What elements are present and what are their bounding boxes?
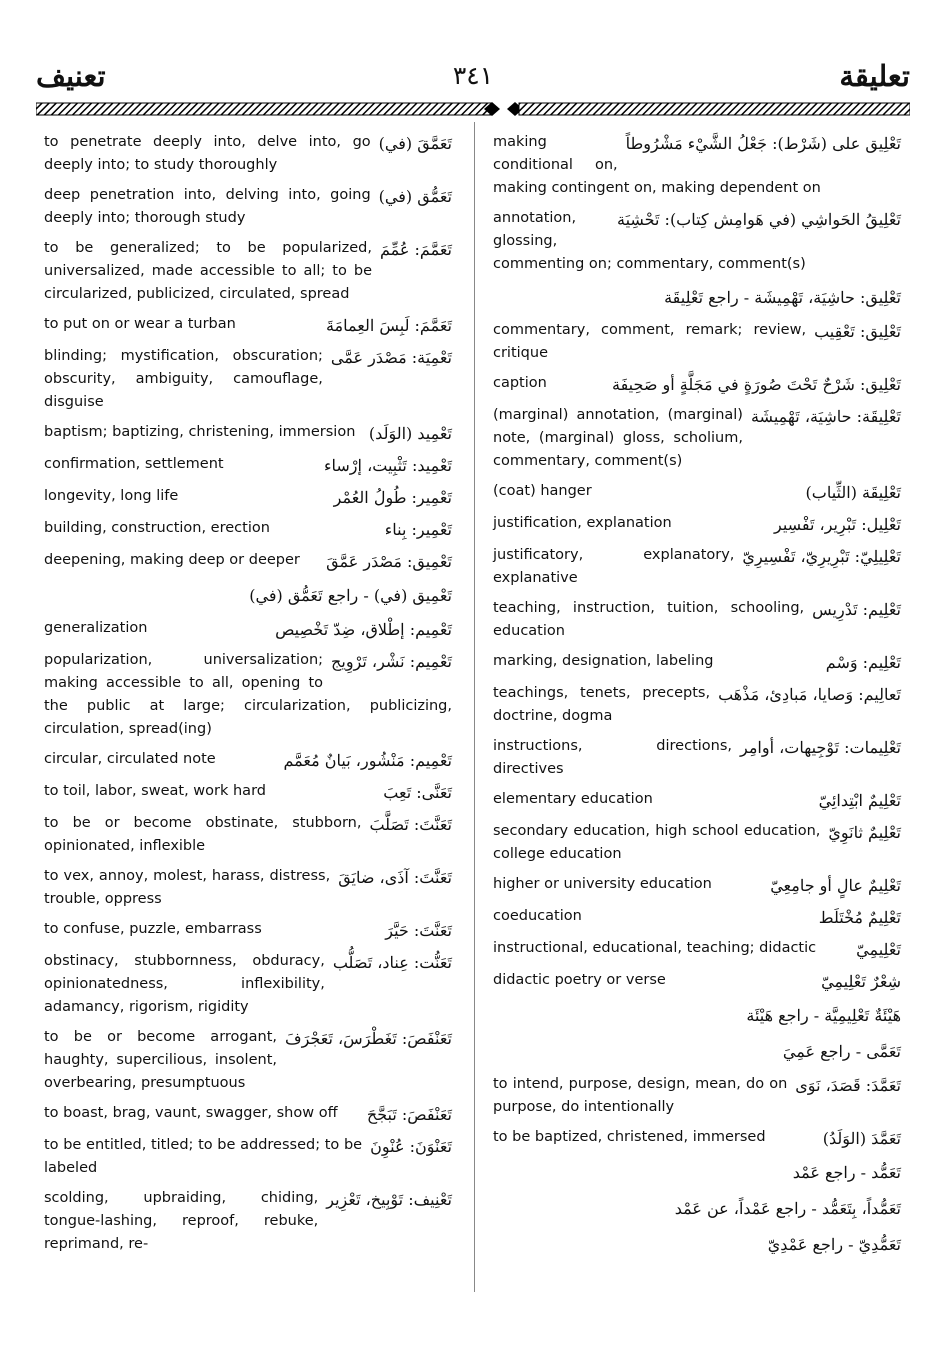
dictionary-entry bbox=[493, 480, 901, 505]
entry-definition-english: making conditional on, making contingent on, making dependent on bbox=[493, 134, 821, 196]
entry-definition-english: instructions, directions, directives bbox=[493, 738, 733, 777]
dictionary-entry bbox=[493, 905, 901, 930]
entry-definition-english: instructional, educational, teaching; didactic bbox=[493, 940, 817, 956]
entry-headword-arabic: تَعْلِيمات: تَوْجِيهات، أوامِر bbox=[740, 738, 901, 757]
dictionary-entry bbox=[44, 345, 452, 414]
entry-headword-arabic: تَعْمِيم: مَنْشُور، بَيانٌ مُعَمَّم bbox=[283, 751, 452, 770]
entry-headword-arabic: تَعَنَّى: تَعِبَ bbox=[383, 783, 452, 802]
entry-crossref-arabic: تَعَمُّداً، بِتَعَمُّد - راجع عَمْداً، عن عَمْد bbox=[674, 1199, 901, 1218]
entry-headword-arabic: تَعْنِيف: تَوْبِيخ، تَعْزِير bbox=[326, 1190, 452, 1209]
entry-definition-english: caption bbox=[493, 375, 547, 391]
dictionary-entry bbox=[44, 421, 452, 446]
entry-headword-arabic: تَعْلِيم: وَسْم bbox=[825, 653, 901, 672]
dictionary-entry bbox=[493, 319, 901, 365]
entry-definition-english: justificatory, explanatory, explanative bbox=[493, 547, 735, 586]
entry-headword-arabic: تَعْمِيد: تَثْبِيت، إرْساء bbox=[324, 456, 452, 475]
column-divider bbox=[474, 122, 475, 1292]
entry-headword-arabic: تَعْلِيمٌ ثانَوِيّ bbox=[828, 823, 901, 842]
dictionary-entry bbox=[44, 865, 452, 911]
entry-definition-english: to boast, brag, vaunt, swagger, show off bbox=[44, 1105, 338, 1121]
dictionary-entry bbox=[493, 820, 901, 866]
entry-definition-english: obstinacy, stubbornness, obduracy, opinionatedness, inflexibility, adamancy, rigorism, rigidity bbox=[44, 953, 325, 1015]
entry-headword-arabic: تَعْلِيمٌ عالٍ أو جامِعِيّ bbox=[770, 876, 901, 895]
dictionary-entry bbox=[44, 453, 452, 478]
dictionary-entry bbox=[493, 207, 901, 276]
dictionary-entry bbox=[44, 581, 452, 610]
dictionary-entry bbox=[44, 184, 452, 230]
dictionary-entry bbox=[44, 950, 452, 1019]
entry-definition-english: teachings, tenets, precepts, doctrine, dogma bbox=[493, 685, 711, 724]
entry-definition-english: to be baptized, christened, immersed bbox=[493, 1129, 766, 1145]
entry-headword-arabic: تَعْلِيق على (شَرْط): جَعْلُ الشَّيْء مَشْرُوطاً bbox=[625, 134, 901, 153]
dictionary-entry bbox=[493, 735, 901, 781]
entry-headword-arabic: تَعْلِيمٌ مُخْتَلَط bbox=[818, 908, 901, 927]
dictionary-entry bbox=[44, 1134, 452, 1180]
entry-headword-arabic: تَعَمَّقَ (في) bbox=[378, 134, 452, 153]
dictionary-entry bbox=[44, 812, 452, 858]
dictionary-entry bbox=[44, 485, 452, 510]
entry-definition-english: scolding, upbraiding, chiding, tongue-lashing, reproof, rebuke, reprimand, re- bbox=[44, 1190, 319, 1252]
dictionary-entry bbox=[493, 512, 901, 537]
entry-definition-english: to be generalized; to be popularized, universalized, made accessible to all; to be circularized, publicized, circulated, spread bbox=[44, 240, 372, 302]
entry-headword-arabic: تَعْلِيل: تَبْرِير، تَفْسِير bbox=[773, 515, 901, 534]
entry-headword-arabic: تَعْلِيم: تَدْرِيس bbox=[812, 600, 901, 619]
entry-crossref-arabic: تَعَمَّى - راجع عَمِيَ bbox=[782, 1042, 901, 1061]
entry-headword-arabic: تَعْمِيق: مَصْدَر عَمَّقَ bbox=[326, 552, 452, 571]
dictionary-entry bbox=[493, 650, 901, 675]
dictionary-entry bbox=[44, 649, 452, 741]
entry-definition-english: higher or university education bbox=[493, 876, 712, 892]
entry-definition-english: deep penetration into, delving into, going deeply into; thorough study bbox=[44, 187, 371, 226]
dictionary-entry bbox=[493, 969, 901, 994]
dictionary-entry bbox=[44, 549, 452, 574]
entry-headword-arabic: تَعْلِيلِيّ: تَبْرِيرِيّ، تَفْسِيرِيّ bbox=[742, 547, 901, 566]
entry-headword-arabic: تَعْمِير: طُولُ العُمْر bbox=[333, 488, 452, 507]
dictionary-entry bbox=[493, 283, 901, 312]
entry-definition-english: popularization, universalization; making accessible to all, opening to the public at large; circularization, publicizing, circulation, spread(ing) bbox=[44, 652, 452, 737]
entry-headword-arabic: تَعَنْفَصَ: تَبَجَّحَ bbox=[366, 1105, 452, 1124]
dictionary-entry bbox=[493, 131, 901, 200]
dictionary-entry bbox=[493, 788, 901, 813]
entry-definition-english: deepening, making deep or deeper bbox=[44, 552, 300, 568]
entry-headword-arabic: تَعَمَّدَ (الوَلَدُ) bbox=[822, 1129, 901, 1148]
entry-crossref-arabic: هَيْئَةٌ تَعْلِيمِيَّة - راجع هَيْئَة bbox=[746, 1006, 901, 1025]
dictionary-entry bbox=[44, 780, 452, 805]
left-column bbox=[44, 131, 452, 1263]
dictionary-entry bbox=[44, 918, 452, 943]
entry-headword-arabic: تَعْلِيق: تَعْقِيب bbox=[814, 322, 901, 341]
entry-headword-arabic: تَعَنَّتَ: حَيَّرَ bbox=[385, 921, 452, 940]
entry-definition-english: to toil, labor, sweat, work hard bbox=[44, 783, 266, 799]
dictionary-entry bbox=[493, 1073, 901, 1119]
entry-headword-arabic: تَعْلِيقَة: حاشِيَة، تَهْمِيشَة bbox=[750, 407, 901, 426]
entry-definition-english: to intend, purpose, design, mean, do on purpose, do intentionally bbox=[493, 1076, 788, 1115]
entry-headword-arabic: تَعَمُّق (في) bbox=[378, 187, 452, 206]
dictionary-entry bbox=[493, 1230, 901, 1259]
dictionary-entry bbox=[493, 1126, 901, 1151]
entry-headword-arabic: تَعْمِيَة: مَصْدَر عَمَّى bbox=[330, 348, 452, 367]
dictionary-entry bbox=[44, 313, 452, 338]
entry-headword-arabic: تَعْلِيقَة (الثِّياب) bbox=[805, 483, 901, 502]
entry-headword-arabic: تَعَنْفَصَ: تَغَطْرَسَ، تَعَجْرَفَ bbox=[285, 1029, 452, 1048]
entry-headword-arabic: تَعَنَّتَ: آذَى، ضايَقَ bbox=[338, 868, 452, 887]
entry-headword-arabic: تَعْمِير: بِناء bbox=[384, 520, 452, 539]
entry-definition-english: to put on or wear a turban bbox=[44, 316, 236, 332]
dictionary-entry bbox=[44, 1102, 452, 1127]
header-ornament-band-right bbox=[507, 101, 910, 117]
entry-crossref-arabic: تَعْمِيق (في) - راجع تَعَمُّق (في) bbox=[249, 586, 452, 605]
entry-headword-arabic: تَعْلِيمٌ ابْتِدائِيّ bbox=[818, 791, 901, 810]
entry-headword-arabic: تَعَمَّدَ: قَصَدَ، نَوَى bbox=[795, 1076, 901, 1095]
entry-headword-arabic: تَعَمَّمَ: عُمِّمَ bbox=[380, 240, 452, 259]
entry-headword-arabic: تَعْمِيد (الوَلَد) bbox=[368, 424, 452, 443]
dictionary-entry bbox=[493, 873, 901, 898]
entry-definition-english: marking, designation, labeling bbox=[493, 653, 714, 669]
entry-headword-arabic: تَعَنُّت: عِناد، تَصَلُّب bbox=[332, 953, 452, 972]
entry-crossref-arabic: تَعَمُّد - راجع عَمْد bbox=[792, 1163, 901, 1182]
dictionary-entry bbox=[44, 748, 452, 773]
page-number: ٣٤١ bbox=[452, 61, 494, 90]
header-guide-word-left: تعنيف bbox=[36, 59, 106, 93]
entry-definition-english: blinding; mystification, obscuration; obscurity, ambiguity, camouflage, disguise bbox=[44, 348, 323, 410]
entry-definition-english: to be or become arrogant, haughty, supercilious, insolent, overbearing, presumptuous bbox=[44, 1029, 277, 1091]
dictionary-entry bbox=[44, 617, 452, 642]
entry-headword-arabic: تَعْمِيم: نَشْر، تَرْوِيج bbox=[331, 652, 452, 671]
dictionary-entry bbox=[44, 1187, 452, 1256]
entry-definition-english: justification, explanation bbox=[493, 515, 672, 531]
dictionary-entry bbox=[493, 937, 901, 962]
entry-headword-arabic: شِعْرٌ تَعْلِيمِيّ bbox=[821, 972, 901, 991]
entry-headword-arabic: تَعْلِيمِيّ bbox=[856, 940, 901, 959]
dictionary-entry bbox=[493, 682, 901, 728]
entry-definition-english: generalization bbox=[44, 620, 148, 636]
entry-definition-english: building, construction, erection bbox=[44, 520, 270, 536]
entry-headword-arabic: تَعْمِيم: إطْلاق، ضِدّ تَخْصِيص bbox=[275, 620, 452, 639]
entry-headword-arabic: تَعَنْوَنَ: عُنْوِنَ bbox=[370, 1137, 452, 1156]
entry-definition-english: to confuse, puzzle, embarrass bbox=[44, 921, 262, 937]
dictionary-entry bbox=[493, 404, 901, 473]
entry-definition-english: teaching, instruction, tuition, schooling, education bbox=[493, 600, 805, 639]
entry-headword-arabic: تَعْلِيقُ الحَواشِي (في هَوامِش كِتاب): تَحْشِيَة bbox=[617, 210, 901, 229]
entry-definition-english: to penetrate deeply into, delve into, go deeply into; to study thoroughly bbox=[44, 134, 371, 173]
dictionary-entry bbox=[493, 597, 901, 643]
dictionary-entry bbox=[493, 1001, 901, 1030]
entry-crossref-arabic: تَعْلِيق: حاشِيَة، تَهْمِيشَة - راجع تَعْلِيقَة bbox=[664, 288, 901, 307]
dictionary-entry bbox=[44, 517, 452, 542]
dictionary-entry bbox=[493, 1158, 901, 1187]
entry-headword-arabic: تَعْلِيق: شَرْحٌ تَحْتَ صُورَةٍ في مَجَلَّةٍ أو صَحِيفَة bbox=[612, 375, 901, 394]
entry-definition-english: (coat) hanger bbox=[493, 483, 592, 499]
entry-definition-english: annotation, glossing, commenting on; commentary, comment(s) bbox=[493, 210, 806, 272]
entry-definition-english: coeducation bbox=[493, 908, 582, 924]
right-column bbox=[493, 131, 901, 1266]
dictionary-entry bbox=[44, 131, 452, 177]
dictionary-entry bbox=[493, 544, 901, 590]
dictionary-entry bbox=[493, 1194, 901, 1223]
header-guide-word-right: تعليقة bbox=[839, 59, 910, 93]
entry-definition-english: circular, circulated note bbox=[44, 751, 216, 767]
dictionary-entry bbox=[493, 372, 901, 397]
entry-definition-english: didactic poetry or verse bbox=[493, 972, 666, 988]
entry-definition-english: to vex, annoy, molest, harass, distress, trouble, oppress bbox=[44, 868, 331, 907]
entry-headword-arabic: تَعالِيم: وَصايا، مَبادِئ، مَذْهَب bbox=[718, 685, 901, 704]
entry-crossref-arabic: تَعَمُّدِيّ - راجع عَمْدِيّ bbox=[767, 1235, 901, 1254]
entry-headword-arabic: تَعَنَّتَ: تَصَلَّبَ bbox=[369, 815, 452, 834]
entry-definition-english: secondary education, high school education, college education bbox=[493, 823, 821, 862]
entry-definition-english: baptism; baptizing, christening, immersion bbox=[44, 424, 356, 440]
dictionary-entry bbox=[44, 1026, 452, 1095]
dictionary-entry bbox=[44, 237, 452, 306]
entry-definition-english: to be or become obstinate, stubborn, opinionated, inflexible bbox=[44, 815, 362, 854]
entry-definition-english: commentary, comment, remark; review, critique bbox=[493, 322, 807, 361]
entry-definition-english: to be entitled, titled; to be addressed; to be labeled bbox=[44, 1137, 363, 1176]
entry-definition-english: longevity, long life bbox=[44, 488, 179, 504]
dictionary-entry bbox=[493, 1037, 901, 1066]
entry-definition-english: confirmation, settlement bbox=[44, 456, 224, 472]
header-ornament-band-left bbox=[36, 101, 500, 117]
entry-definition-english: (marginal) annotation, (marginal) note, (marginal) gloss, scholium, commentary, comment(s) bbox=[493, 407, 743, 469]
entry-definition-english: elementary education bbox=[493, 791, 653, 807]
entry-headword-arabic: تَعَمَّمَ: لَبِسَ العِمامَةَ bbox=[325, 316, 452, 335]
